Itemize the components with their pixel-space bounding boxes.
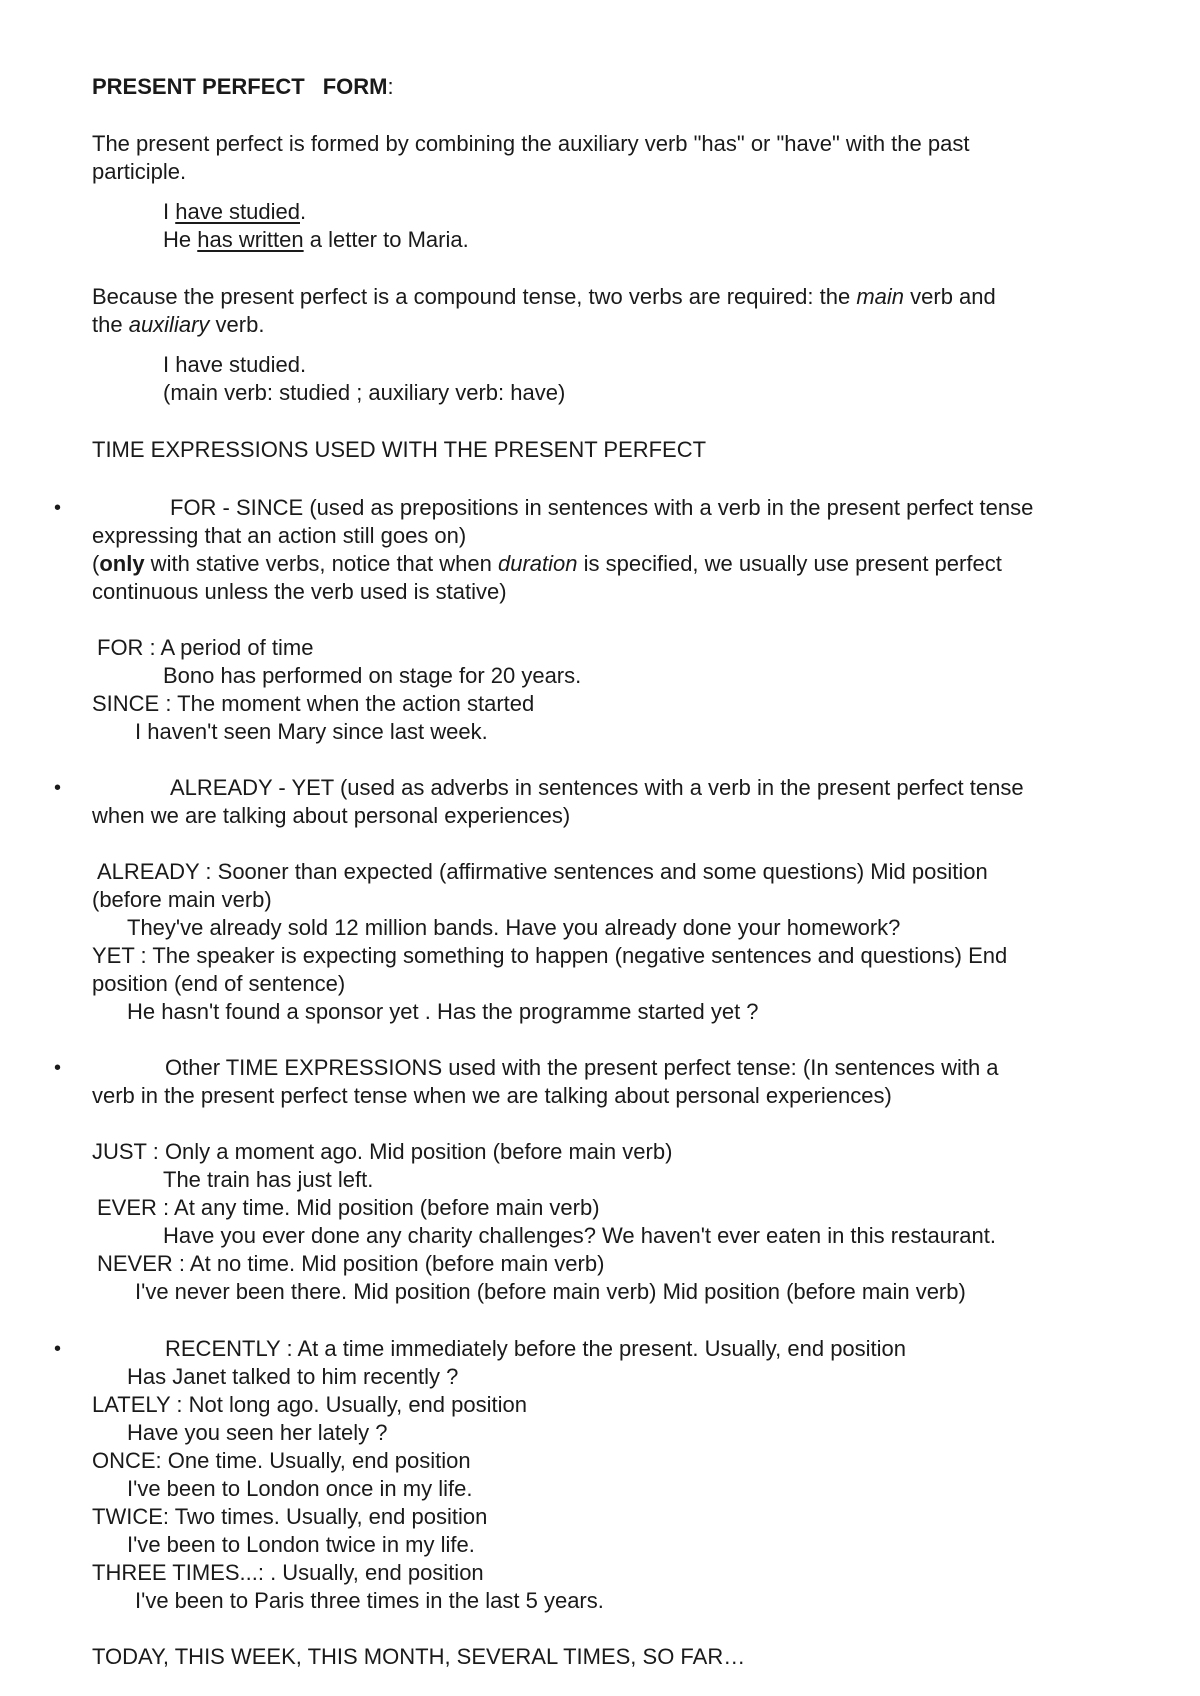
intro-line-1: The present perfect is formed by combining the auxiliary verb "has" or "have" with the past [92, 131, 970, 156]
already-definition-2: (before main verb) [92, 887, 272, 912]
alreadyyet-line-2: when we are talking about personal experiences) [92, 803, 571, 828]
forsince-line-3: (only with stative verbs, notice that when duration is specified, we usually use present perfect [92, 551, 1002, 576]
three-times-definition: THREE TIMES...: . Usually, end position [92, 1560, 484, 1585]
twice-example: I've been to London twice in my life. [127, 1532, 475, 1557]
example-main-auxiliary: (main verb: studied ; auxiliary verb: have) [163, 380, 566, 405]
ever-example: Have you ever done any charity challenges? We haven't ever eaten in this restaurant. [163, 1223, 996, 1248]
section-heading: TIME EXPRESSIONS USED WITH THE PRESENT PERFECT [92, 437, 707, 462]
since-example: I haven't seen Mary since last week. [135, 719, 488, 744]
bullet-marker: • [54, 497, 62, 519]
three-times-example: I've been to Paris three times in the last 5 years. [135, 1588, 604, 1613]
forsince-line-1: FOR - SINCE (used as prepositions in sentences with a verb in the present perfect tense [170, 495, 1034, 520]
ever-definition: EVER : At any time. Mid position (before main verb) [97, 1195, 600, 1220]
example-has-written: He has written a letter to Maria. [163, 227, 469, 252]
title-part-1: PRESENT PERFECT [92, 74, 305, 99]
yet-definition-1: YET : The speaker is expecting something to happen (negative sentences and questions) End [92, 943, 1008, 968]
already-definition-1: ALREADY : Sooner than expected (affirmative sentences and some questions) Mid position [97, 859, 988, 884]
just-definition: JUST : Only a moment ago. Mid position (before main verb) [92, 1139, 673, 1164]
compound-line-2: the auxiliary verb. [92, 312, 265, 337]
once-example: I've been to London once in my life. [127, 1476, 473, 1501]
never-definition: NEVER : At no time. Mid position (before main verb) [97, 1251, 605, 1276]
bullet-marker: • [54, 777, 62, 799]
example-i-have-studied: I have studied. [163, 352, 307, 377]
alreadyyet-line-1: ALREADY - YET (used as adverbs in sentences with a verb in the present perfect tense [170, 775, 1024, 800]
lately-example: Have you seen her lately ? [127, 1420, 388, 1445]
once-definition: ONCE: One time. Usually, end position [92, 1448, 471, 1473]
yet-definition-2: position (end of sentence) [92, 971, 346, 996]
recently-definition: RECENTLY : At a time immediately before the present. Usually, end position [165, 1336, 907, 1361]
bullet-marker: • [54, 1057, 62, 1079]
just-example: The train has just left. [163, 1167, 374, 1192]
twice-definition: TWICE: Two times. Usually, end position [92, 1504, 488, 1529]
page-title [92, 73, 394, 101]
other-line-1: Other TIME EXPRESSIONS used with the present perfect tense: (In sentences with a [165, 1055, 999, 1080]
other-line-2: verb in the present perfect tense when we are talking about personal experiences) [92, 1083, 892, 1108]
closing-time-expressions: TODAY, THIS WEEK, THIS MONTH, SEVERAL TIMES, SO FAR… [92, 1644, 746, 1669]
already-example: They've already sold 12 million bands. Have you already done your homework? [127, 915, 901, 940]
for-example: Bono has performed on stage for 20 years. [163, 663, 582, 688]
title-colon: : [387, 74, 394, 99]
since-definition: SINCE : The moment when the action started [92, 691, 535, 716]
yet-example: He hasn't found a sponsor yet . Has the programme started yet ? [127, 999, 759, 1024]
bullet-marker: • [54, 1338, 62, 1360]
example-have-studied: I have studied. [163, 199, 307, 224]
underlined-verb: has written [197, 227, 304, 252]
recently-example: Has Janet talked to him recently ? [127, 1364, 459, 1389]
lately-definition: LATELY : Not long ago. Usually, end position [92, 1392, 527, 1417]
never-example: I've never been there. Mid position (before main verb) Mid position (before main verb) [135, 1279, 966, 1304]
compound-line-1: Because the present perfect is a compound tense, two verbs are required: the main verb and [92, 284, 996, 309]
title-part-2: FORM [322, 74, 388, 99]
intro-line-2: participle. [92, 159, 187, 184]
underlined-verb: have studied [175, 199, 300, 224]
for-definition: FOR : A period of time [97, 635, 314, 660]
forsince-line-2: expressing that an action still goes on) [92, 523, 467, 548]
forsince-line-4: continuous unless the verb used is stative) [92, 579, 507, 604]
